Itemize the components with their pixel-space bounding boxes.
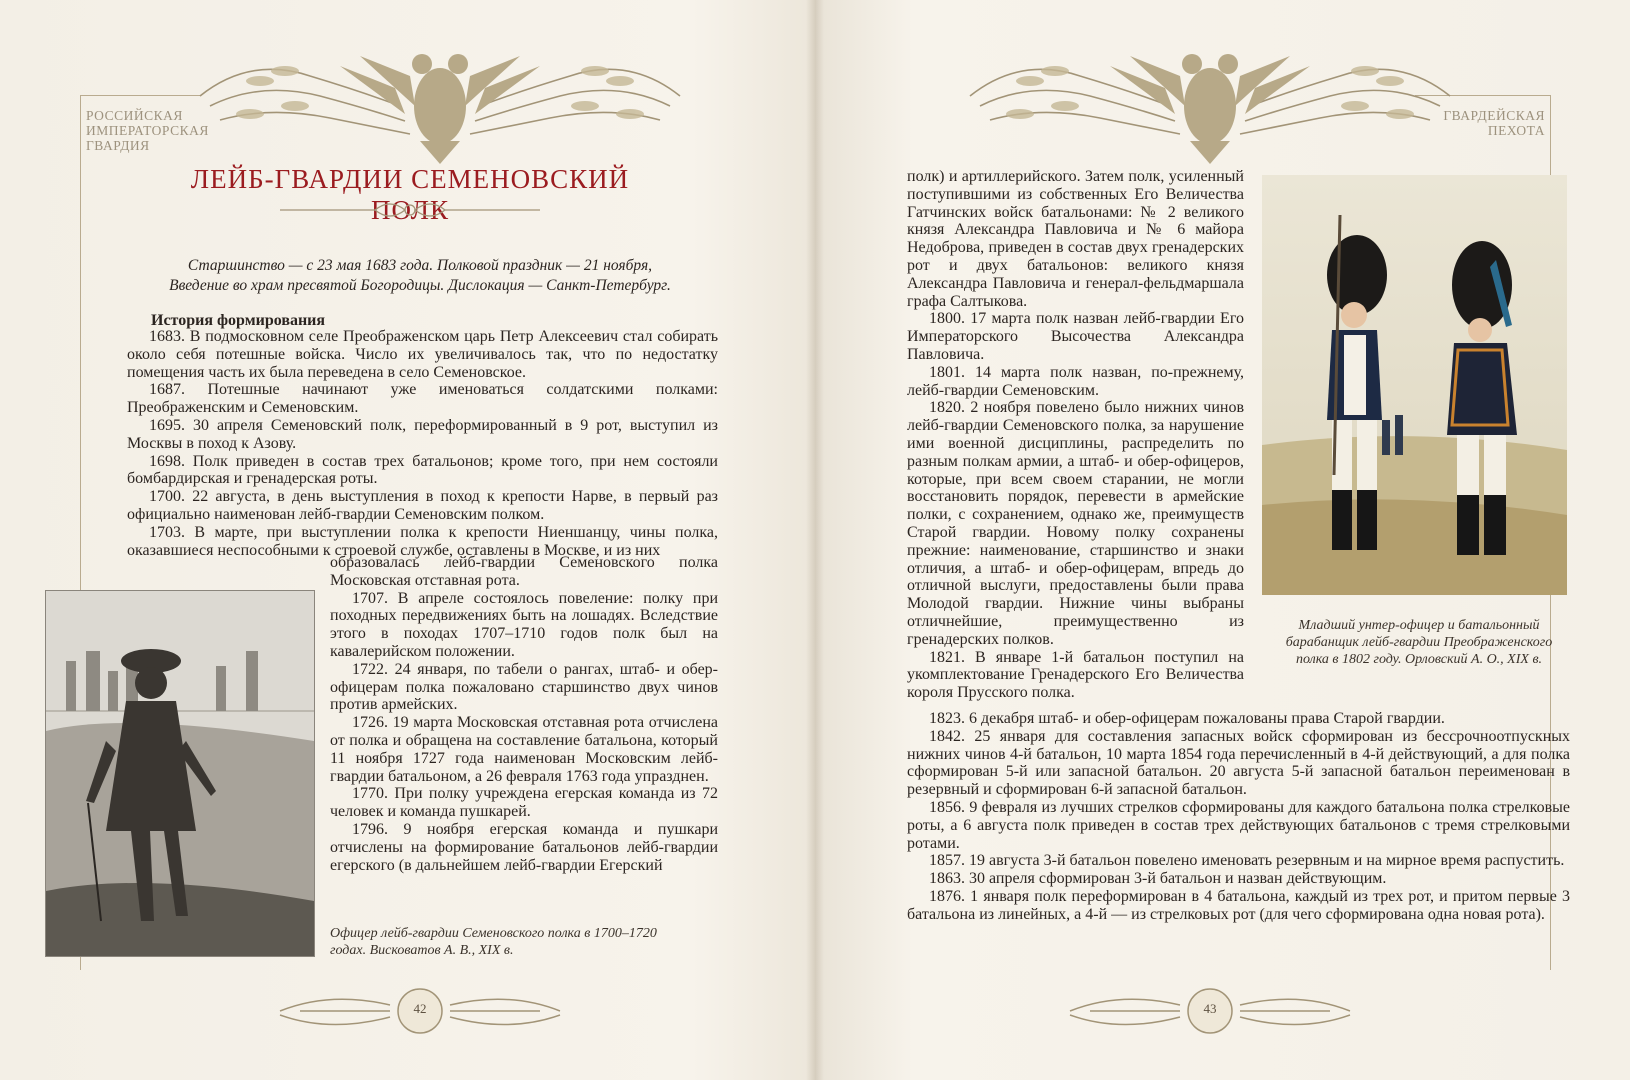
paragraph: 1726. 19 марта Московская отставная рота отчислена от полка и обращена на составление батальона, который 11 ноября 1727 года наименован Московским лейб-гвардии батальоном, а 26 февраля 1763 года упразднен. [330,714,718,785]
paragraph: 1857. 19 августа 3-й батальон повелено именовать резервным и на мирное время распустить. [929,852,1565,870]
paragraph: 1700. 22 августа, в день выступления в поход к крепости Нарве, в первый раз официально наименован лейб-гвардии Семеновским полком. [127,488,718,523]
page-number: 42 [413,1001,427,1016]
officer-engraving-image [45,590,315,957]
paragraph: 1687. Потешные начинают уже именоваться солдатскими полками: Преображенским и Семеновским. [127,381,718,417]
body-text-top [127,328,718,559]
paragraph: 1856. 9 февраля из лучших стрелков сформированы для каждого батальона полка стрелковые роты, а 6 августа полк приведен в состав трех действующих батальонов с тремя стрелковыми ротами. [907,798,1570,852]
image-caption: Офицер лейб-гвардии Семеновского полка в 1700–1720 годах. Висковатов А. В., XIX в. [330,926,657,958]
epigraph: Старшинство — с 23 мая 1683 года. Полковой праздник — 21 ноября, Введение во храм пресвятой Богородицы. Дислокация — Санкт-Петербург. [169,257,671,294]
body-text-full [907,710,1570,924]
running-head: РОССИЙСКАЯ ИМПЕРАТОРСКАЯ ГВАРДИЯ [86,108,209,153]
paragraph: 1800. 17 марта полк назван лейб-гвардии Его Императорского Высочества Александра Павловича. [907,310,1244,363]
paragraph: 1820. 2 ноября повелено было нижних чинов лейб-гвардии Семеновского полка, за нарушение ими военной дисциплины, распределить по разным полкам армии, а штаб- и обер-офицеров, которые, при всем своем старании, не могли восстановить порядок, перевести в армейские полки, с сохранением, однако же, преимуществ Старой гвардии. Новому полку сохранены прежние: наименование, старшинство и знаки отличия, а штаб- и обер-офицерам, впредь до отличной выслуги, предоставлены были права Молодой гвардии. Нижние чины выбраны отличнейшие, преимущественно из гренадерских полков. [907,399,1244,648]
paragraph: 1863. 30 апреля сформирован 3-й батальон и назван действующим. [929,870,1387,888]
right-page [815,0,1630,1080]
running-head: ГВАРДЕЙСКАЯ ПЕХОТА [1443,108,1545,138]
image-caption: Младший унтер-офицер и батальонный барабанщик лейб-гвардии Преображенского полка в 1802 году. Орловский А. О., XIX в. [1285,618,1553,667]
page-number: 43 [1203,1001,1217,1016]
paragraph: 1695. 30 апреля Семеновский полк, переформированный в 9 рот, выступил из Москвы в поход к Азову. [127,416,718,452]
paragraph: 1796. 9 ноября егерская команда и пушкари отчислены на формирование батальонов лейб-гвардии егерского (в дальнейшем лейб-гвардии Егерский [330,820,718,874]
frame-line [80,95,200,96]
grenadiers-color-image [1262,175,1567,595]
eagle-ornament-icon [960,36,1460,166]
paragraph: 1876. 1 января полк переформирован в 4 батальона, каждый из трех рот, и притом первые 3 батальона из линейных, а 4-й — из стрелковых рот (для чего сформирована одна новая рота). [907,887,1570,923]
body-text-column [907,168,1244,702]
paragraph: 1698. Полк приведен в состав трех батальонов; кроме того, при нем состояли бомбардирская и гренадерская роты. [127,452,718,488]
paragraph: 1823. 6 декабря штаб- и обер-офицерам пожалованы права Старой гвардии. [929,710,1445,727]
paragraph: 1683. В подмосковном селе Преображенском царь Петр Алексеевич стал собирать около себя потешные войска. Число их увеличивалось так, что по недостатку помещения часть их была переведена в село Семеновское. [127,328,718,381]
paragraph: 1842. 25 января для составления запасных войск сформирован из бессрочноотпускных нижних чинов 4-й батальон, 10 марта 1854 года перечисленный в 4-й действующий, а для полка сформирован 5-й или запасной батальон. 20 августа 5-й запасной батальон переименован в резервный и сформирован 6-й запасной батальон. [907,727,1570,799]
paragraph: полк) и артиллерийского. Затем полк, усиленный поступившими из собственных Его Величества Гатчинских войск батальонами: № 2 великого князя Александра Павловича и № 6 майора Недоброва, приведен в состав двух гренадерских рот и двух батальонов: великого князя Александра Павловича и генерал-фельдмаршала графа Салтыкова. [907,168,1244,310]
book-gutter [806,0,824,1080]
chapter-title: ЛЕЙБ-ГВАРДИИ СЕМЕНОВСКИЙ ПОЛК [190,164,630,225]
body-text-column [330,554,718,874]
paragraph: 1770. При полку учреждена егерская команда из 72 человек и команда пушкарей. [330,785,718,821]
paragraph: 1703. В марте, при выступлении полка к крепости Ниеншанцу, чины полка, оказавшиеся неспособными к строевой службе, оставлены в Москве, и из них [127,523,718,559]
section-heading: История формирования [151,312,326,329]
title-flourish-icon [280,198,540,222]
paragraph: образовалась лейб-гвардии Семеновского полка Московская отставная рота. [330,554,718,589]
paragraph: 1722. 24 января, по табели о рангах, штаб- и обер-офицерам полка пожаловано старшинство двух чинов против армейских. [330,660,718,714]
paragraph: 1707. В апреле состоялось повеление: полку при походных передвижениях быть на лошадях. Вследствие этого в походах 1707–1710 годов полк был на кавалерийском положении. [330,589,718,660]
folio-ornament [270,985,570,1037]
folio-ornament [1060,985,1360,1037]
paragraph: 1821. В январе 1-й батальон поступил на укомплектование Гренадерского Его Величества короля Прусского полка. [907,648,1244,702]
paragraph: 1801. 14 марта полк назван, по-прежнему, лейб-гвардии Семеновским. [907,363,1244,399]
eagle-ornament-icon [190,36,690,166]
